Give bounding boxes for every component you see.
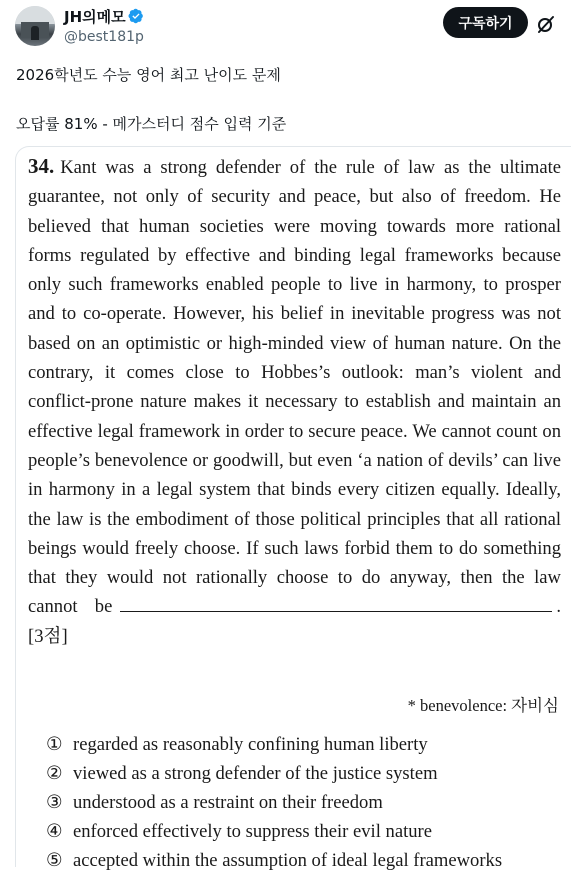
question-passage — [28, 152, 561, 651]
subscribe-button[interactable]: 구독하기 — [443, 7, 528, 38]
option-5: ⑤ accepted within the assumption of ideal legal frameworks — [46, 850, 503, 871]
option-1: ① regarded as reasonably confining human liberty — [46, 734, 428, 755]
footnote: * benevolence: 자비심 — [407, 696, 559, 715]
answer-blank — [120, 593, 552, 612]
end-mark: . [3점] — [28, 596, 561, 647]
question-number: 34. — [28, 154, 55, 178]
verified-badge-icon — [128, 8, 144, 24]
tweet-text-line-2: 오답률 81% - 메가스터디 점수 입력 기준 — [16, 115, 287, 133]
tweet-text-line-1: 2026학년도 수능 영어 최고 난이도 문제 — [16, 66, 281, 84]
option-4: ④ enforced effectively to suppress their evil nature — [46, 821, 432, 842]
tweet-header — [0, 0, 571, 50]
option-3: ③ understood as a restraint on their freedom — [46, 792, 383, 813]
grok-icon[interactable] — [536, 14, 556, 34]
display-name[interactable]: JH의메모 — [64, 8, 126, 26]
passage-text: Kant was a strong defender of the rule of law as the ultimate guarantee, not only of security and peace, but also of freedom. He believed that human societies were moving towards more rational forms regulated by effective and binding legal frameworks because only such frameworks enabled people to live in harmony, to prosper and to co-operate. However, his belief in inevitable progress was not based on an optimistic or high-minded view of human nature. On the contrary, it comes close to Hobbes’s outlook: man’s violent and conflict-prone nature makes it necessary to establish and maintain an effective legal framework in order to secure peace. We cannot count on people’s benevolence or goodwill, but even ‘a nation of devils’ can live in harmony in a legal system that binds every citizen equally. Ideally, the law is the embodiment of those political principles that all rational beings would freely choose. If such laws forbid them to do something that they would not rationally choose to do anyway, then the law cannot be — [28, 157, 561, 618]
avatar[interactable] — [15, 6, 55, 46]
user-handle[interactable]: @best181p — [64, 29, 144, 45]
answer-options — [46, 730, 502, 875]
option-2: ② viewed as a strong defender of the justice system — [46, 763, 438, 784]
